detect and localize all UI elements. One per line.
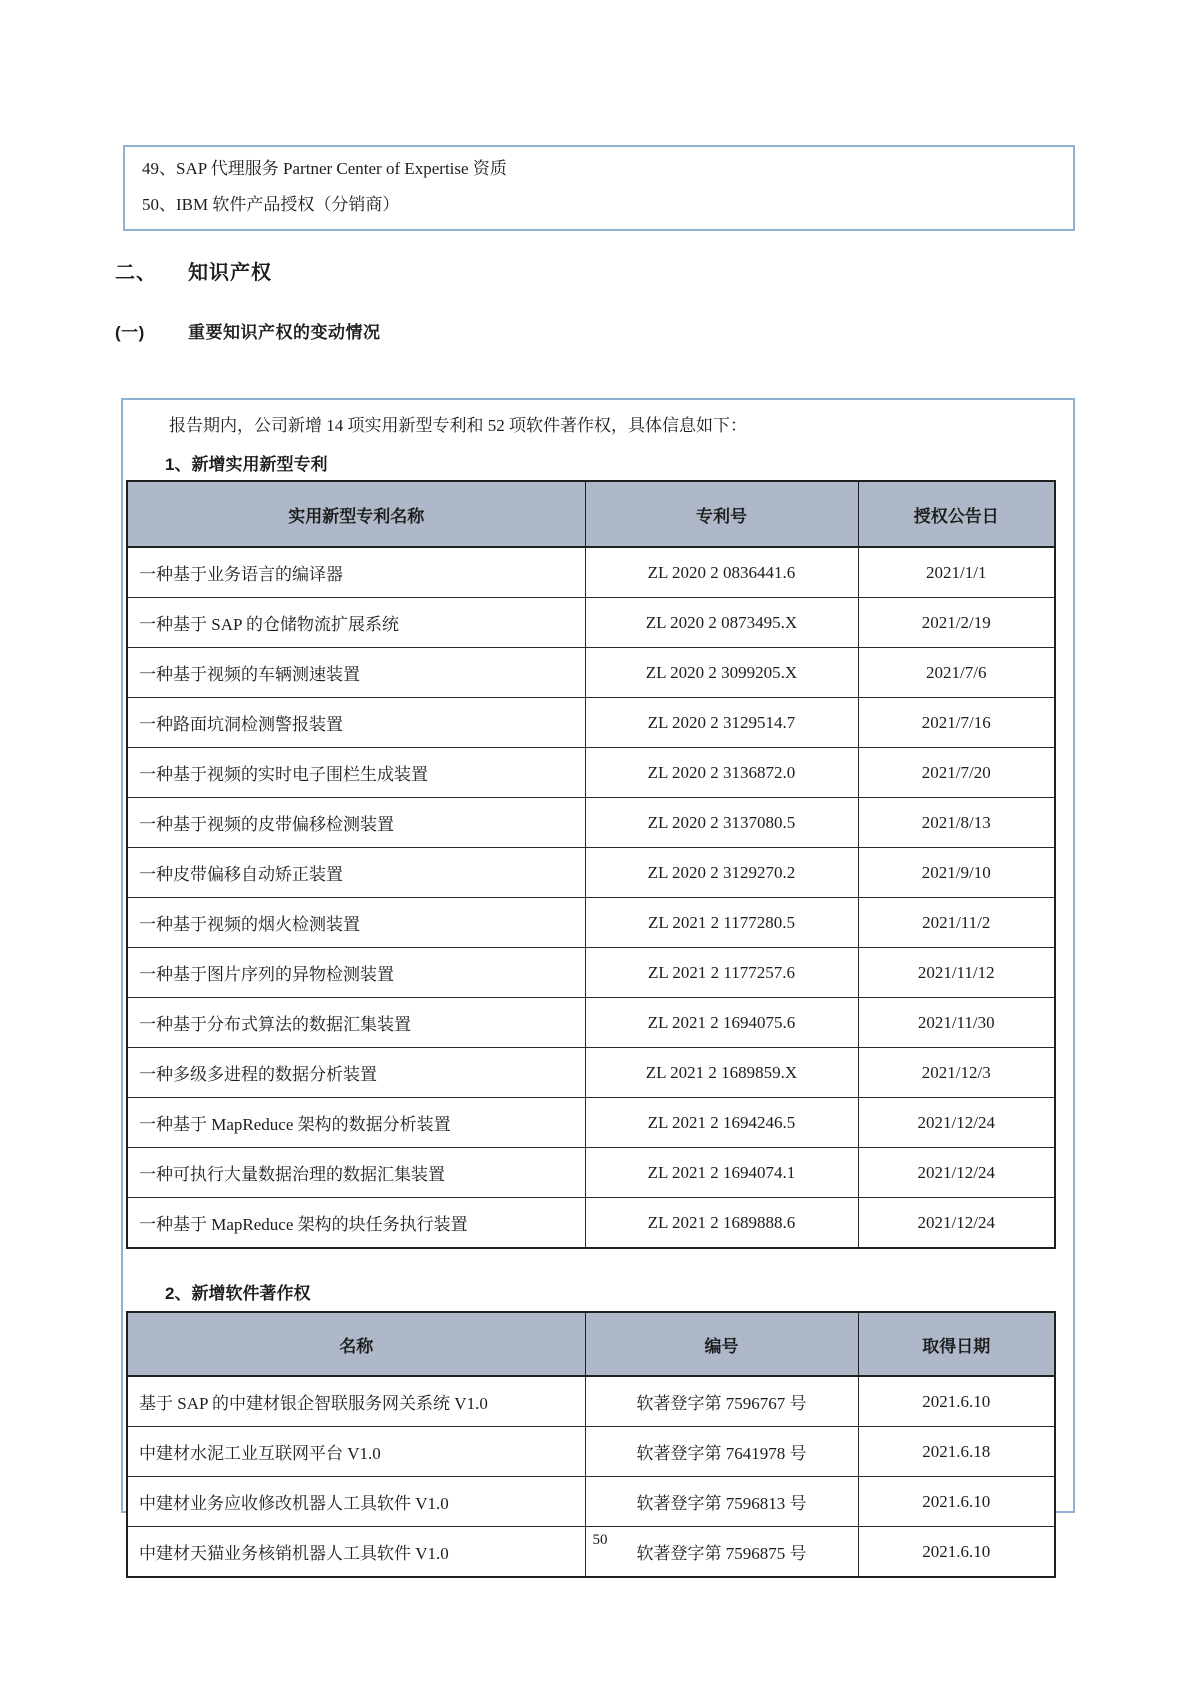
grant-date-cell: 2021/2/19 — [858, 598, 1055, 648]
table-row — [127, 998, 1055, 1048]
qualification-list-box — [123, 145, 1075, 231]
section-number: 二、 — [115, 262, 157, 284]
table-row — [127, 1148, 1055, 1198]
grant-date-cell: 2021/8/13 — [858, 798, 1055, 848]
subsection-heading — [115, 318, 381, 343]
table-row — [127, 798, 1055, 848]
registration-number-cell: 软著登字第 7596767 号 — [585, 1376, 858, 1427]
table-row — [127, 848, 1055, 898]
patent-name-cell: 一种多级多进程的数据分析装置 — [127, 1048, 585, 1098]
patent-name-cell: 一种基于视频的车辆测速装置 — [127, 648, 585, 698]
table-row — [127, 1477, 1055, 1527]
subsection-title: 重要知识产权的变动情况 — [188, 323, 381, 342]
patent-number-cell: ZL 2020 2 3136872.0 — [585, 748, 858, 798]
patent-name-cell: 一种路面坑洞检测警报装置 — [127, 698, 585, 748]
patent-table — [126, 480, 1056, 1249]
table-row — [127, 748, 1055, 798]
patent-number-cell: ZL 2021 2 1694075.6 — [585, 998, 858, 1048]
software-name-cell: 中建材水泥工业互联网平台 V1.0 — [127, 1427, 585, 1477]
obtain-date-cell: 2021.6.10 — [858, 1376, 1055, 1427]
column-header-obtain-date: 取得日期 — [858, 1312, 1055, 1376]
patent-number-cell: ZL 2020 2 0873495.X — [585, 598, 858, 648]
copyright-table-heading: 2、新增软件著作权 — [165, 1284, 311, 1303]
patent-name-cell: 一种基于业务语言的编译器 — [127, 547, 585, 598]
grant-date-cell: 2021/12/3 — [858, 1048, 1055, 1098]
section-title: 知识产权 — [188, 262, 272, 284]
table-row — [127, 598, 1055, 648]
copyright-table-header-row — [127, 1312, 1055, 1376]
table-row — [127, 1098, 1055, 1148]
patent-number-cell: ZL 2021 2 1694074.1 — [585, 1148, 858, 1198]
obtain-date-cell: 2021.6.18 — [858, 1427, 1055, 1477]
patent-number-cell: ZL 2021 2 1177257.6 — [585, 948, 858, 998]
table-row — [127, 648, 1055, 698]
software-name-cell: 中建材天猫业务核销机器人工具软件 V1.0 — [127, 1527, 585, 1578]
section-heading — [115, 256, 272, 285]
column-header-patent-number: 专利号 — [585, 481, 858, 547]
table-row — [127, 898, 1055, 948]
patent-number-cell: ZL 2021 2 1689859.X — [585, 1048, 858, 1098]
grant-date-cell: 2021/7/6 — [858, 648, 1055, 698]
patent-number-cell: ZL 2020 2 3129270.2 — [585, 848, 858, 898]
grant-date-cell: 2021/7/20 — [858, 748, 1055, 798]
table-row — [127, 1048, 1055, 1098]
patent-number-cell: ZL 2021 2 1177280.5 — [585, 898, 858, 948]
patent-number-cell: ZL 2020 2 3129514.7 — [585, 698, 858, 748]
patent-name-cell: 一种基于视频的烟火检测装置 — [127, 898, 585, 948]
patent-table-header-row — [127, 481, 1055, 547]
patent-name-cell: 一种基于视频的实时电子围栏生成装置 — [127, 748, 585, 798]
grant-date-cell: 2021/12/24 — [858, 1198, 1055, 1249]
table-row — [127, 698, 1055, 748]
registration-number-cell: 软著登字第 7596813 号 — [585, 1477, 858, 1527]
patent-name-cell: 一种基于 SAP 的仓储物流扩展系统 — [127, 598, 585, 648]
grant-date-cell: 2021/12/24 — [858, 1098, 1055, 1148]
registration-number-cell: 软著登字第 7641978 号 — [585, 1427, 858, 1477]
qualification-item: 49、SAP 代理服务 Partner Center of Expertise 资质 — [142, 159, 507, 178]
grant-date-cell: 2021/11/2 — [858, 898, 1055, 948]
grant-date-cell: 2021/1/1 — [858, 547, 1055, 598]
patent-number-cell: ZL 2020 2 3137080.5 — [585, 798, 858, 848]
table-row — [127, 948, 1055, 998]
software-name-cell: 基于 SAP 的中建材银企智联服务网关系统 V1.0 — [127, 1376, 585, 1427]
page-number: 50 — [592, 1532, 608, 1548]
column-header-patent-name: 实用新型专利名称 — [127, 481, 585, 547]
grant-date-cell: 2021/11/30 — [858, 998, 1055, 1048]
patent-table-heading: 1、新增实用新型专利 — [165, 455, 328, 474]
table-row — [127, 1376, 1055, 1427]
registration-number-cell: 软著登字第 7596875 号 — [585, 1527, 858, 1578]
patent-number-cell: ZL 2020 2 0836441.6 — [585, 547, 858, 598]
table-row — [127, 547, 1055, 598]
subsection-number: (一) — [115, 323, 145, 342]
grant-date-cell: 2021/7/16 — [858, 698, 1055, 748]
intro-paragraph: 报告期内，公司新增 14 项实用新型专利和 52 项软件著作权，具体信息如下： — [169, 416, 747, 435]
table-row — [127, 1198, 1055, 1249]
grant-date-cell: 2021/12/24 — [858, 1148, 1055, 1198]
column-header-registration-number: 编号 — [585, 1312, 858, 1376]
patent-number-cell: ZL 2021 2 1689888.6 — [585, 1198, 858, 1249]
grant-date-cell: 2021/9/10 — [858, 848, 1055, 898]
qualification-item: 50、IBM 软件产品授权（分销商） — [142, 195, 400, 214]
patent-name-cell: 一种可执行大量数据治理的数据汇集装置 — [127, 1148, 585, 1198]
patent-name-cell: 一种基于分布式算法的数据汇集装置 — [127, 998, 585, 1048]
obtain-date-cell: 2021.6.10 — [858, 1527, 1055, 1578]
column-header-grant-date: 授权公告日 — [858, 481, 1055, 547]
patent-name-cell: 一种基于 MapReduce 架构的数据分析装置 — [127, 1098, 585, 1148]
column-header-software-name: 名称 — [127, 1312, 585, 1376]
patent-name-cell: 一种皮带偏移自动矫正装置 — [127, 848, 585, 898]
patent-name-cell: 一种基于 MapReduce 架构的块任务执行装置 — [127, 1198, 585, 1249]
patent-number-cell: ZL 2021 2 1694246.5 — [585, 1098, 858, 1148]
software-name-cell: 中建材业务应收修改机器人工具软件 V1.0 — [127, 1477, 585, 1527]
obtain-date-cell: 2021.6.10 — [858, 1477, 1055, 1527]
table-row — [127, 1427, 1055, 1477]
patent-number-cell: ZL 2020 2 3099205.X — [585, 648, 858, 698]
patent-name-cell: 一种基于视频的皮带偏移检测装置 — [127, 798, 585, 848]
patent-name-cell: 一种基于图片序列的异物检测装置 — [127, 948, 585, 998]
grant-date-cell: 2021/11/12 — [858, 948, 1055, 998]
